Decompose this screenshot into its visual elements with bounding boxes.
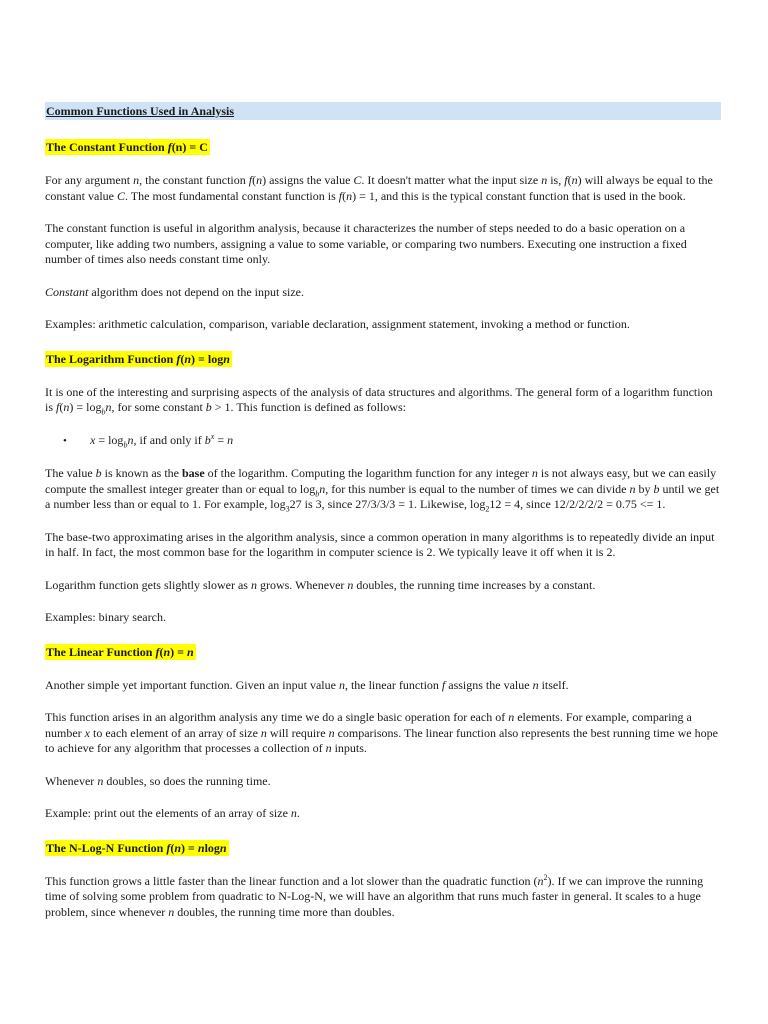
document-page (45, 102, 721, 937)
logarithm-definition-list (45, 433, 721, 450)
constant-paragraph-3: Constant algorithm does not depend on the input size. (45, 284, 304, 299)
section-nlogn (45, 839, 721, 857)
linear-paragraph-2: This function arises in an algorithm analysis any time we do a single basic operation for each of n elements. For example, comparing a number x to each element of an array of size n will require n comparisons. The linear function also represents the best running time we hope to achieve for any algorithm that processes a collection of n inputs. (45, 710, 718, 755)
list-item: • $x = \log_bn$, if and only if $b^x = n$ (63, 433, 721, 450)
logarithm-paragraph-1: It is one of the interesting and surprising aspects of the analysis of data structures and algorithms. The general form of a logarithm function is $f(n) = \log_bn$, for some constant b > 1. This function is defined as follows: (45, 384, 713, 417)
document-title: Common Functions Used in Analysis (45, 102, 721, 120)
section-logarithm (45, 350, 721, 368)
heading-logarithm-function: The Logarithm Function f(n) = logn (46, 351, 230, 366)
logarithm-paragraph-2: The value b is known as the base of the logarithm. Computing the logarithm function for any integer n is not always easy, but we can easily compute the smallest integer greater than or equal to $\log_bn$, for this number is equal to the number of times we can divide n by b until we get a number less than or equal to 1. For example, $\log_327$ is 3, since 27/3/3/3 = 1. Likewise, $\log_212 = 4$, since 12/2/2/2/2 = 0.75 <= 1. (45, 466, 720, 514)
heading-linear-function: The Linear Function f(n) = n (46, 644, 194, 659)
heading-constant-function: The Constant Function f(n) = C (46, 140, 208, 154)
linear-example: Example: print out the elements of an array of size n. (45, 806, 300, 820)
logarithm-examples: Examples: binary search. (45, 610, 166, 624)
constant-paragraph-1: For any argument n, the constant function f(n) assigns the value C. It doesn't matter what the input size n is, f(n) will always be equal to the constant value C. The most fundamental constant function is f(n) = 1, and this is the typical constant function that is used in the book. (45, 173, 713, 203)
nlogn-paragraph-1: This function grows a little faster than the linear function and a lot slower than the quadratic function $(n^2)$. If we can improve the running time of solving some problem from quadratic to N-Log-N, we will have an algorithm that runs much faster in general. It scales to a huge problem, since whenever n doubles, the running time more than doubles. (45, 872, 704, 919)
constant-paragraph-2: The constant function is useful in algorithm analysis, because it characterizes the number of steps needed to do a basic operation on a computer, like adding two numbers, assigning a value to some variable, or comparing two numbers. Executing one instruction a fixed number of times also needs constant time only. (45, 221, 687, 266)
linear-paragraph-3: Whenever n doubles, so does the running time. (45, 773, 271, 788)
heading-nlogn-function: The N-Log-N Function f(n) = nlogn (46, 840, 227, 855)
linear-paragraph-1: Another simple yet important function. Given an input value n, the linear function f assigns the value n itself. (45, 677, 569, 692)
logarithm-paragraph-4: Logarithm function gets slightly slower as n grows. Whenever n doubles, the running time increases by a constant. (45, 577, 596, 592)
section-constant (45, 138, 721, 156)
constant-examples: Examples: arithmetic calculation, comparison, variable declaration, assignment statement, invoking a method or function. (45, 317, 630, 331)
logarithm-paragraph-3: The base-two approximating arises in the algorithm analysis, since a common operation in many algorithms is to repeatedly divide an input in half. In fact, the most common base for the logarithm in computer science is 2. We typically leave it off when it is 2. (45, 529, 715, 559)
section-linear (45, 643, 721, 661)
